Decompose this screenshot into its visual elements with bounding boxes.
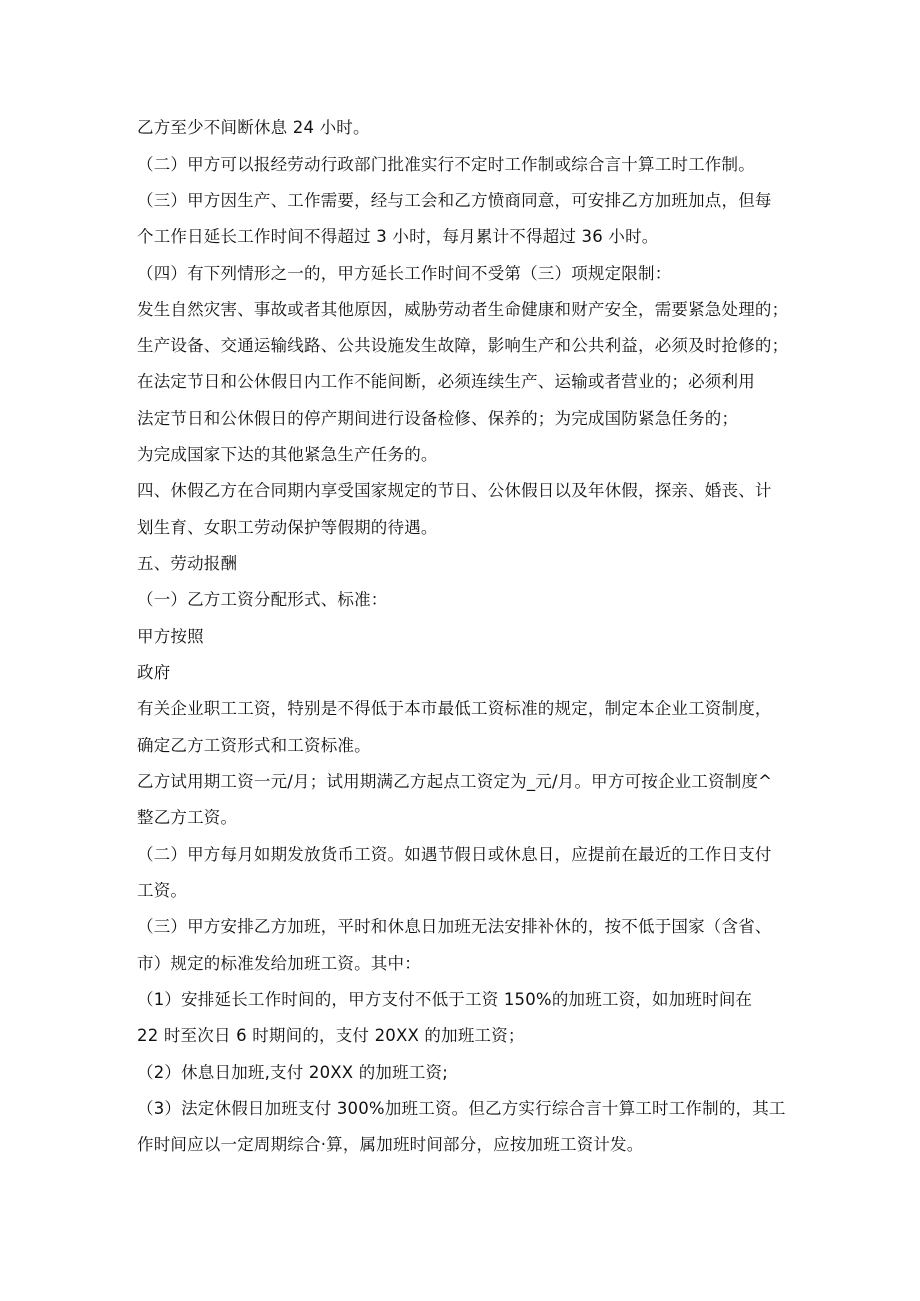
text-line: （三）甲方因生产、工作需要，经与工会和乙方愤商同意，可安排乙方加班加点，但每 (137, 191, 772, 210)
text-line: 整乙方工资。 (137, 808, 238, 827)
text-line: （四）有下列情形之一的，甲方延长工作时间不受第（三）项规定限制： (137, 264, 672, 283)
text-line: 划生育、女职工劳动保护等假期的待遇。 (137, 518, 438, 537)
text-line: 乙方试用期工资一元/月；试用期满乙方起点工资定为_元/月。甲方可按企业工资制度^ (137, 772, 773, 791)
text-line: 甲方按照 (137, 627, 204, 646)
text-line: 确定乙方工资形式和工资标准。 (137, 736, 371, 755)
text-line: 工资。 (137, 881, 188, 900)
text-line: 政府 (137, 663, 171, 682)
text-line: 法定节日和公休假日的停产期间进行设备检修、保养的；为完成国防紧急任务的； (137, 409, 739, 428)
text-line: （二）甲方每月如期发放货币工资。如遇节假日或休息日，应提前在最近的工作日支付 (137, 845, 772, 864)
text-line: （一）乙方工资分配形式、标准： (137, 590, 388, 609)
text-line: 市）规定的标准发给加班工资。其中： (137, 954, 421, 973)
text-line: 有关企业职工工资，特别是不得低于本市最低工资标准的规定，制定本企业工资制度， (137, 699, 772, 718)
text-line: （3）法定休假日加班支付 300%加班工资。但乙方实行综合言十算工时工作制的，其工 (137, 1099, 786, 1118)
section-heading: 五、劳动报酬 (137, 554, 238, 573)
text-line: 个工作日延长工作时间不得超过 3 小时，每月累计不得超过 36 小时。 (137, 227, 659, 246)
text-line: 作时间应以一定周期综合·算，属加班时间部分，应按加班工资计发。 (137, 1135, 644, 1154)
text-line: 生产设备、交通运输线路、公共设施发生故障，影响生产和公共利益，必须及时抢修的； (137, 336, 789, 355)
text-line: 22 时至次日 6 时期间的，支付 20XX 的加班工资； (137, 1026, 525, 1045)
text-line: 在法定节日和公休假日内工作不能间断，必须连续生产、运输或者营业的；必须利用 (137, 372, 755, 391)
text-line: 四、休假乙方在合同期内享受国家规定的节日、公休假日以及年休假，探亲、婚丧、计 (137, 481, 772, 500)
text-line: （1）安排延长工作时间的，甲方支付不低于工资 150%的加班工资，如加班时间在 (137, 990, 753, 1009)
text-line: 乙方至少不间断休息 24 小时。 (137, 118, 370, 137)
text-line: （二）甲方可以报经劳动行政部门批准实行不定时工作制或综合言十算工时工作制。 (137, 155, 755, 174)
text-line: （三）甲方安排乙方加班，平时和休息日加班无法安排补休的，按不低于国家（含省、 (137, 917, 772, 936)
text-line: （2）休息日加班,支付 20XX 的加班工资; (137, 1063, 448, 1082)
text-line: 发生自然灾害、事故或者其他原因，威胁劳动者生命健康和财产安全，需要紧急处理的； (137, 300, 789, 319)
text-line: 为完成国家下达的其他紧急生产任务的。 (137, 445, 438, 464)
